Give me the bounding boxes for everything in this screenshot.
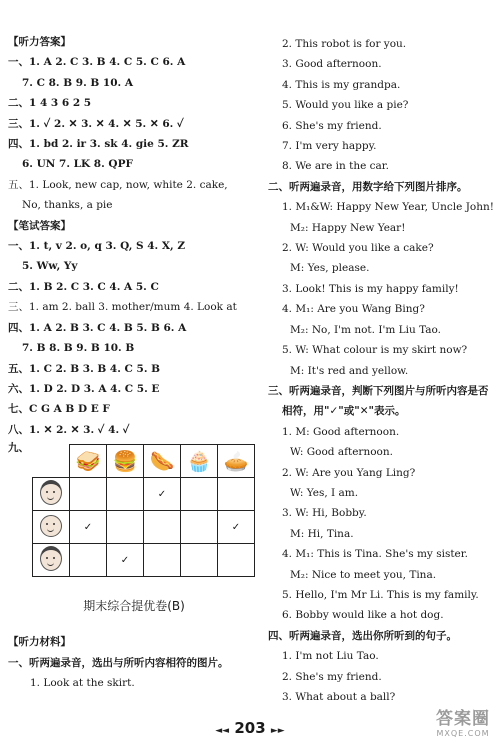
food-choice-grid-section <box>8 440 260 580</box>
answer-line: 5. Ww, Yy <box>22 260 78 273</box>
material-line: W: Yes, I am. <box>290 486 359 499</box>
material-line: 1. M: Good afternoon. <box>282 425 400 438</box>
material-line: 3. W: Hi, Bobby. <box>282 507 367 520</box>
listening-material-title: 【听力材料】 <box>8 636 71 649</box>
answer-line: 一、1. A 2. C 3. B 4. C 5. C 6. A <box>8 56 186 69</box>
material-line: 2. She's my friend. <box>282 670 382 683</box>
grid-cell <box>218 478 255 511</box>
instruction-line: 相符，用"✓"或"✕"表示。 <box>282 405 406 418</box>
material-line: 2. W: Are you Yang Ling? <box>282 466 416 479</box>
material-line: 5. Hello, I'm Mr Li. This is my family. <box>282 588 479 601</box>
answer-line: 八、1. ✕ 2. ✕ 3. ✓ 4. ✓ <box>8 423 130 436</box>
instruction-line: 二、听两遍录音，用数字给下列图片排序。 <box>268 180 468 193</box>
material-line: 3. Look! This is my happy family! <box>282 282 459 295</box>
hot-dog-icon: 🌭 <box>149 449 175 474</box>
answer-line: No, thanks, a pie <box>22 199 113 212</box>
answer-line: 七、C G A B D E F <box>8 403 110 416</box>
answer-line: 四、1. A 2. B 3. C 4. B 5. B 6. A <box>8 321 187 334</box>
material-line: 8. We are in the car. <box>282 160 390 173</box>
boy-face-icon <box>40 480 62 505</box>
girl-face-icon <box>40 515 62 537</box>
table-row <box>33 511 255 544</box>
grid-cell <box>144 511 181 544</box>
question-nine-label: 九、 <box>8 442 29 455</box>
table-row <box>33 544 255 577</box>
grid-cell: ✓ <box>144 478 181 511</box>
right-column <box>268 34 496 707</box>
sandwich-icon: 🥪 <box>75 449 101 474</box>
material-line: 6. Bobby would like a hot dog. <box>282 609 444 622</box>
answer-line: 五、1. C 2. B 3. B 4. C 5. B <box>8 362 161 375</box>
material-line: M₂: Happy New Year! <box>290 221 406 234</box>
material-line: 6. She's my friend. <box>282 119 382 132</box>
material-line: M: Yes, please. <box>290 262 370 275</box>
grid-cell: ✓ <box>218 511 255 544</box>
watermark-text: 答案圈 <box>436 709 490 729</box>
child-face-icon <box>40 546 62 571</box>
material-line: 1. Look at the skirt. <box>30 676 135 689</box>
answer-line: 三、1. am 2. ball 3. mother/mum 4. Look at <box>8 301 237 314</box>
answer-line: 6. UN 7. LK 8. QPF <box>22 158 133 171</box>
listening-answers-title: 【听力答案】 <box>8 36 71 48</box>
written-answers-title: 【笔试答案】 <box>8 219 71 232</box>
grid-cell <box>218 544 255 577</box>
answer-line: 二、1 4 3 6 2 5 <box>8 97 92 110</box>
watermark-logo <box>432 704 494 748</box>
material-line: 4. M₁: Are you Wang Bing? <box>282 303 425 316</box>
grid-cell: ✓ <box>107 544 144 577</box>
answer-line: 7. B 8. B 9. B 10. B <box>22 342 135 355</box>
exam-section-title: 期末综合提优卷(B) <box>83 599 185 614</box>
grid-cell <box>107 511 144 544</box>
page-footer <box>0 719 500 737</box>
instruction-line: 四、听两遍录音，选出你所听到的句子。 <box>268 629 457 642</box>
next-arrows-icon: ►► <box>270 726 285 736</box>
material-line: 1. I'm not Liu Tao. <box>282 650 379 663</box>
material-line: 4. M₁: This is Tina. She's my sister. <box>282 548 468 561</box>
material-line: 5. W: What colour is my skirt now? <box>282 344 468 357</box>
material-line: M₂: No, I'm not. I'm Liu Tao. <box>290 323 442 336</box>
answer-line: 7. C 8. B 9. B 10. A <box>22 76 133 89</box>
answer-line: 六、1. D 2. D 3. A 4. C 5. E <box>8 382 160 395</box>
hamburger-icon: 🍔 <box>112 449 138 474</box>
grid-cell <box>144 544 181 577</box>
answer-line: 一、1. t, v 2. o, q 3. Q, S 4. X, Z <box>8 240 185 253</box>
material-line: 7. I'm very happy. <box>282 140 377 153</box>
material-line: 4. This is my grandpa. <box>282 78 401 91</box>
pie-icon: 🥧 <box>223 449 249 474</box>
material-line: 5. Would you like a pie? <box>282 99 409 112</box>
material-line: M: Hi, Tina. <box>290 527 354 540</box>
material-line: 3. What about a ball? <box>282 691 396 703</box>
grid-cell <box>181 478 218 511</box>
grid-cell <box>107 478 144 511</box>
material-line: 1. M₁&W: Happy New Year, Uncle John! <box>282 201 494 214</box>
answer-line: 四、1. bd 2. ir 3. sk 4. gie 5. ZR <box>8 138 189 151</box>
instruction-line: 三、听两遍录音，判断下列图片与所听内容是否 <box>268 384 489 397</box>
grid-cell: ✓ <box>70 511 107 544</box>
grid-cell <box>181 511 218 544</box>
answer-line: 五、1. Look, new cap, now, white 2. cake, <box>8 178 228 191</box>
left-column <box>8 32 260 693</box>
material-line: M: It's red and yellow. <box>290 364 409 377</box>
table-row <box>33 478 255 511</box>
material-line: 3. Good afternoon. <box>282 58 382 71</box>
food-choice-grid <box>32 444 255 577</box>
watermark-url: MXQE.COM <box>436 729 490 738</box>
grid-cell <box>70 544 107 577</box>
prev-arrows-icon: ◄◄ <box>215 726 230 736</box>
grid-cell <box>70 478 107 511</box>
answer-line: 二、1. B 2. C 3. C 4. A 5. C <box>8 280 159 293</box>
material-line: W: Good afternoon. <box>290 446 393 459</box>
material-line: M₂: Nice to meet you, Tina. <box>290 568 437 581</box>
instruction-line: 一、听两遍录音，选出与所听内容相符的图片。 <box>8 656 229 669</box>
cake-icon: 🧁 <box>186 449 212 474</box>
answer-line: 三、1. ✓ 2. ✕ 3. ✕ 4. ✕ 5. ✕ 6. ✓ <box>8 117 184 130</box>
material-line: 2. This robot is for you. <box>282 38 407 50</box>
material-line: 2. W: Would you like a cake? <box>282 242 434 255</box>
page-number: 203 <box>234 719 266 737</box>
grid-cell <box>181 544 218 577</box>
